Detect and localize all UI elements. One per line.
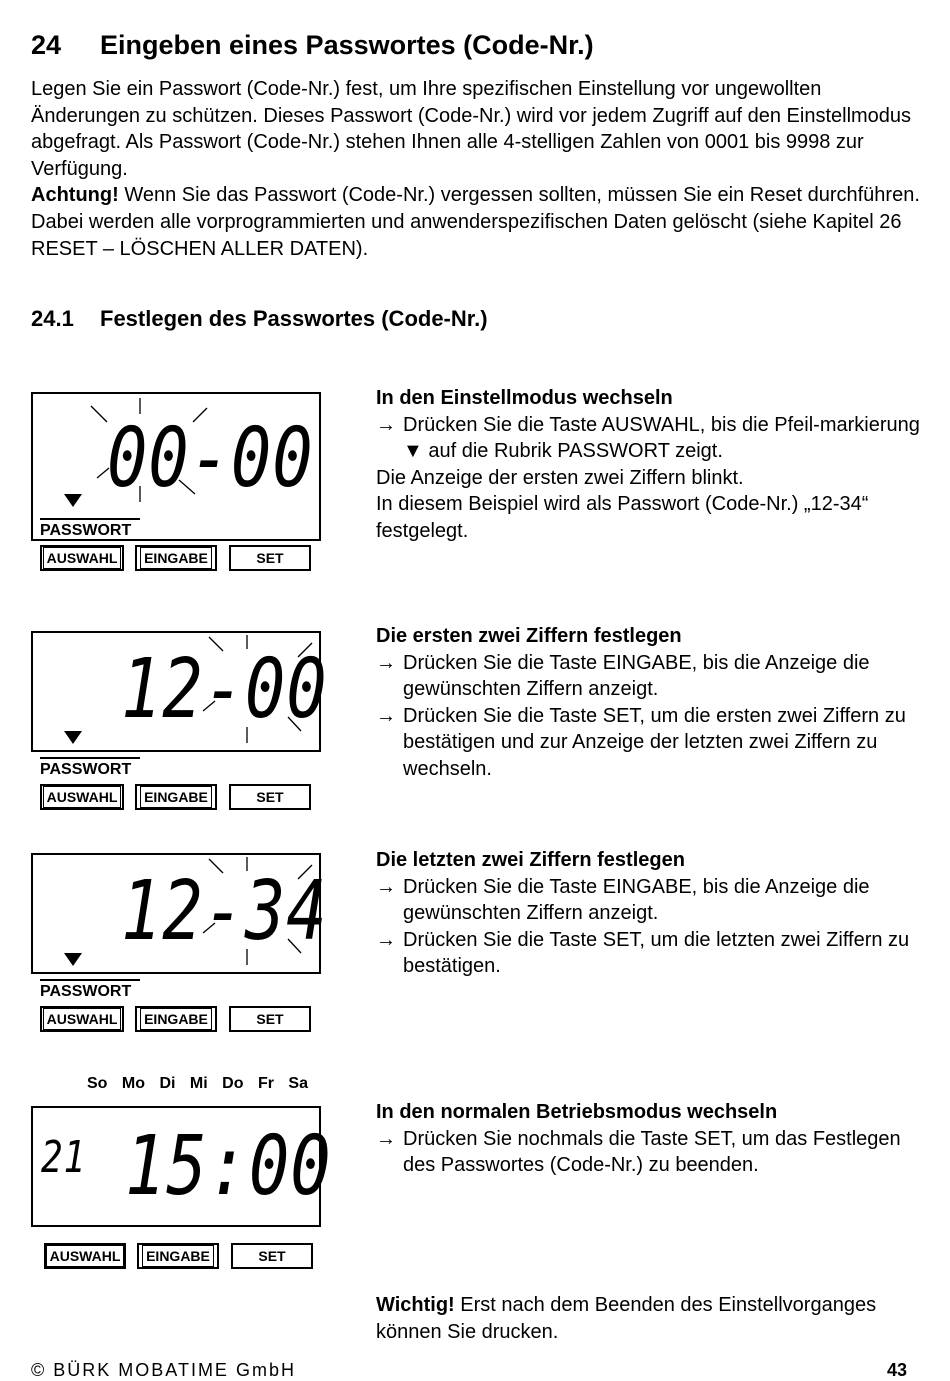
lcd-display-3 (31, 853, 328, 974)
set-button-3[interactable] (229, 1006, 311, 1032)
eingabe-label: EINGABE (140, 547, 212, 569)
weekday-sa: Sa (288, 1075, 308, 1092)
weekday-so: So (87, 1075, 108, 1092)
step-2-bullet-1: → Drücken Sie die Taste EINGABE, bis die Anzeige die gewünschten Ziffern anzeigt. (376, 650, 921, 703)
section-number: 24.1 (31, 306, 74, 331)
step-1-bullet-1-b: auf die Rubrik PASSWORT zeigt. (422, 440, 723, 463)
set-button-1[interactable] (229, 545, 311, 571)
eingabe-label: EINGABE (142, 1245, 214, 1267)
set-label: SET (256, 1011, 284, 1027)
important-note (376, 1292, 921, 1345)
auswahl-button-3[interactable] (40, 1006, 124, 1032)
auswahl-label: AUSWAHL (46, 1245, 125, 1267)
set-button-4[interactable] (231, 1243, 313, 1269)
passwort-label-1: PASSWORT (40, 518, 140, 540)
lcd-time: 15:00 (125, 1119, 332, 1214)
eingabe-button-1[interactable] (135, 545, 217, 571)
auswahl-label: AUSWAHL (43, 547, 122, 569)
eingabe-button-3[interactable] (135, 1006, 217, 1032)
section-title: Festlegen des Passwortes (Code-Nr.) (100, 306, 488, 331)
set-button-2[interactable] (229, 784, 311, 810)
chapter-title: Eingeben eines Passwortes (Code-Nr.) (100, 30, 594, 60)
step-2 (376, 623, 921, 783)
footer-company: © BÜRK MOBATIME GmbH (31, 1360, 296, 1380)
eingabe-button-2[interactable] (135, 784, 217, 810)
step-3 (376, 847, 921, 980)
important-label: Wichtig! (376, 1294, 455, 1316)
step-1-bullet-1-a: Drücken Sie die Taste AUSWAHL, bis die Pfeil-markierung (403, 413, 920, 436)
eingabe-button-4[interactable] (137, 1243, 219, 1269)
passwort-label-2: PASSWORT (40, 757, 140, 779)
step-4-bullet-1: → Drücken Sie nochmals die Taste SET, um das Festlegen des Passwortes (Code-Nr.) zu beenden. (376, 1126, 921, 1179)
set-label: SET (256, 550, 284, 566)
weekday-row (87, 1075, 318, 1093)
warning-paragraph (31, 182, 921, 262)
step-1-title: In den Einstellmodus wechseln (376, 387, 673, 409)
step-2-title: Die ersten zwei Ziffern festlegen (376, 625, 682, 647)
important-note-text (376, 1292, 921, 1345)
chapter-heading (31, 30, 594, 61)
auswahl-label: AUSWAHL (43, 786, 122, 808)
step-1-line-2: Die Anzeige der ersten zwei Ziffern blinkt. (376, 466, 744, 489)
lcd-digits-1: 00-00 (107, 411, 314, 506)
set-label: SET (256, 789, 284, 805)
arrow-marker-icon (64, 494, 82, 507)
down-triangle-icon: ▼ (403, 440, 423, 463)
step-2-bullet-2: → Drücken Sie die Taste SET, um die ersten zwei Ziffern zu bestätigen und zur Anzeige der letzten zwei Ziffern zu wechseln. (376, 703, 921, 783)
passwort-label-3: PASSWORT (40, 979, 140, 1001)
lcd-digits-2: 12-00 (121, 642, 328, 737)
eingabe-label: EINGABE (140, 786, 212, 808)
important-text: Erst nach dem Beenden des Einstellvorganges können Sie drucken. (376, 1294, 877, 1343)
step-3-bullet-2: → Drücken Sie die Taste SET, um die letzten zwei Ziffern zu bestätigen. (376, 927, 921, 980)
weekday-mi: Mi (189, 1075, 208, 1092)
lcd-display-4 (31, 1106, 332, 1227)
chapter-number: 24 (31, 30, 62, 60)
intro-text (31, 76, 921, 262)
weekday-mo: Mo (121, 1075, 146, 1092)
auswahl-button-2[interactable] (40, 784, 124, 810)
weekday-do: Do (222, 1075, 244, 1092)
weekday-fr: Fr (257, 1075, 274, 1092)
auswahl-label: AUSWAHL (43, 1008, 122, 1030)
step-3-title: Die letzten zwei Ziffern festlegen (376, 849, 685, 871)
arrow-marker-icon (64, 953, 82, 966)
step-3-bullet-1: → Drücken Sie die Taste EINGABE, bis die Anzeige die gewünschten Ziffern anzeigt. (376, 874, 921, 927)
eingabe-label: EINGABE (140, 1008, 212, 1030)
set-label: SET (258, 1248, 286, 1264)
page-number: 43 (887, 1360, 908, 1380)
arrow-marker-icon (64, 731, 82, 744)
section-heading (31, 306, 488, 332)
step-1-line-3: In diesem Beispiel wird als Passwort (Code-Nr.) „12-34“ festgelegt. (376, 493, 869, 542)
lcd-digits-3: 12-34 (121, 864, 328, 959)
intro-paragraph: Legen Sie ein Passwort (Code-Nr.) fest, um Ihre spezifischen Einstellung vor ungewollten Änderungen zu schützen. Dieses Passwort (Code-Nr.) wird vor jedem Zugriff auf den Einstellmodus abgefragt. Als Passwort (Code-Nr.) stehen Ihnen alle 4-stelligen Zahlen von 0001 bis 9998 zur Verfügung. (31, 78, 912, 180)
step-1 (376, 385, 921, 545)
lcd-day: 21 (41, 1132, 87, 1183)
auswahl-button-1[interactable] (40, 545, 124, 571)
step-4 (376, 1099, 921, 1179)
auswahl-button-4[interactable] (44, 1243, 126, 1269)
weekday-di: Di (159, 1075, 176, 1092)
warning-text: Wenn Sie das Passwort (Code-Nr.) vergessen sollten, müssen Sie ein Reset durchführen. Dabei werden alle vorprogrammierten und anwenderspezifischen Daten gelöscht (siehe Kapitel 26 RESET – LÖSCHEN ALLER DATEN). (31, 184, 920, 260)
step-1-bullet-1 (376, 412, 921, 465)
lcd-display-2 (31, 631, 328, 752)
step-4-title: In den normalen Betriebsmodus wechseln (376, 1101, 778, 1123)
warning-label: Achtung! (31, 184, 119, 207)
